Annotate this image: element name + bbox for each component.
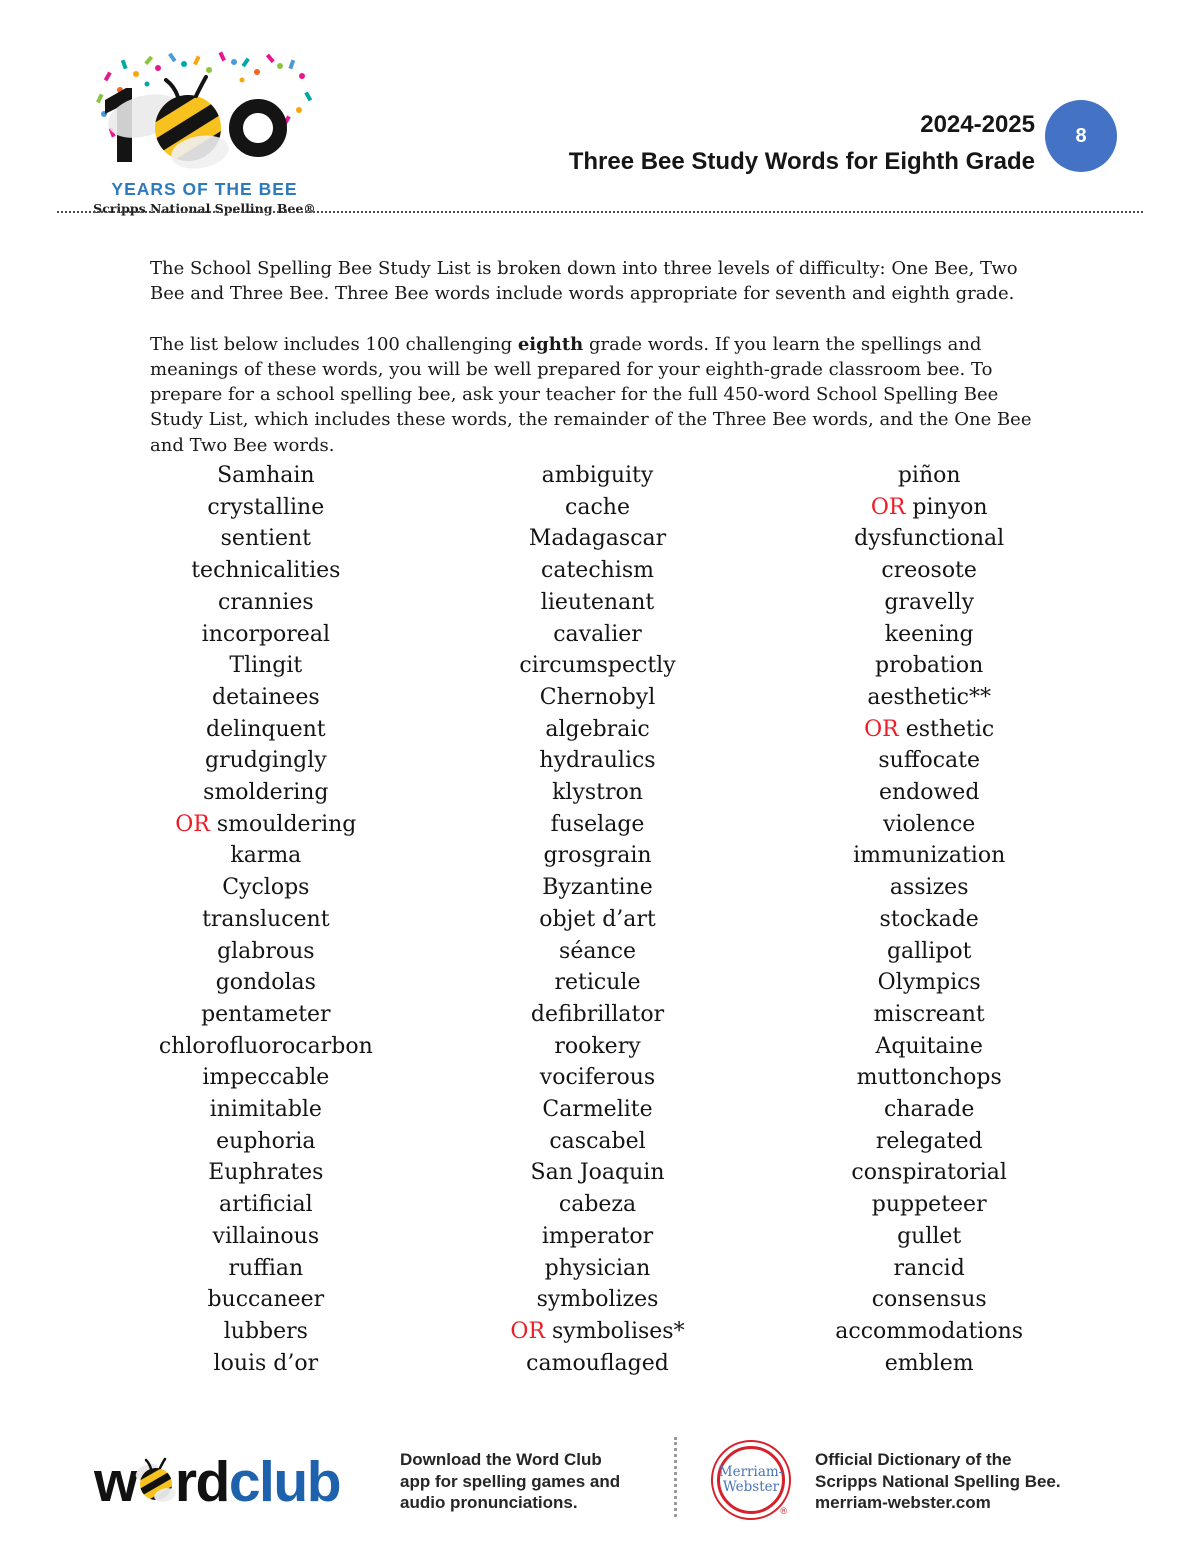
word-item: technicalities: [191, 558, 341, 584]
word-column-1: [100, 460, 432, 1379]
word-item: gondolas: [215, 970, 316, 996]
official-dictionary-text: [815, 1449, 1061, 1514]
registered-mark: ®: [780, 1506, 787, 1516]
word-item: catechism: [541, 558, 654, 584]
word-item: lubbers: [223, 1318, 308, 1344]
word-item: Euphrates: [208, 1160, 324, 1186]
footer-divider: [674, 1437, 677, 1517]
logo-years-text: YEARS OF THE BEE: [111, 179, 298, 199]
word-item: detainees: [212, 684, 320, 710]
word-item: fuselage: [550, 811, 645, 837]
or-prefix: OR: [510, 1318, 546, 1344]
word-item: inimitable: [209, 1097, 322, 1123]
wordclub-text-w: w: [94, 1450, 137, 1514]
word-item: violence: [883, 811, 976, 837]
word-column-2: [432, 460, 764, 1379]
word-item: rookery: [554, 1033, 641, 1059]
wordclub-text-rd: rd: [174, 1450, 229, 1514]
header-divider: [57, 211, 1143, 213]
word-item: OR smouldering: [175, 811, 357, 837]
word-item: algebraic: [545, 716, 650, 742]
word-item: accommodations: [835, 1318, 1024, 1344]
merriam-webster-logo: [711, 1440, 791, 1520]
word-item: Olympics: [877, 970, 981, 996]
word-item: symbolizes: [536, 1287, 659, 1313]
text-line: merriam-webster.com: [815, 1493, 991, 1512]
word-item: translucent: [202, 906, 330, 932]
text-line: app for spelling games and: [400, 1471, 621, 1491]
word-item: hydraulics: [539, 748, 656, 774]
word-item: dysfunctional: [854, 526, 1005, 552]
word-item: physician: [544, 1255, 651, 1281]
word-item: chlorofluorocarbon: [158, 1033, 373, 1059]
word-item: delinquent: [206, 716, 326, 742]
text-line: Download the Word Club: [400, 1450, 602, 1469]
word-item: séance: [559, 938, 636, 964]
wordclub-text-club: club: [228, 1450, 341, 1514]
word-item: objet d’art: [539, 906, 656, 932]
page-title: Three Bee Study Words for Eighth Grade: [568, 148, 1035, 175]
word-item: emblem: [884, 1350, 974, 1376]
word-item: Aquitaine: [875, 1033, 983, 1059]
word-item: vociferous: [539, 1065, 656, 1091]
word-item: creosote: [881, 558, 977, 584]
or-prefix: OR: [175, 811, 210, 837]
wordclub-download-text: [400, 1449, 620, 1514]
word-item: euphoria: [216, 1128, 316, 1154]
bee-100-logo-icon: [92, 50, 317, 172]
page-number: 8: [1075, 124, 1087, 147]
scripps-100-logo: [92, 50, 317, 216]
word-item: Chernobyl: [539, 684, 656, 710]
word-item: defibrillator: [530, 1001, 665, 1027]
word-item: ambiguity: [541, 463, 654, 488]
word-item: pentameter: [201, 1001, 331, 1027]
intro-paragraph-2: The list below includes 100 challenging eighth grade words. If you learn the spellings and meanings of these words, you will be well prepared for your eighth-grade classroom bee. To prepare for a school spelling bee, ask your teacher for the full 450-word School Spelling Bee Study List, which includes these words, the remainder of the Three Bee words, and the One Bee and Two Bee words.: [150, 333, 1032, 456]
word-item: immunization: [853, 843, 1006, 869]
intro-section: [150, 256, 1055, 458]
word-item: gravelly: [884, 589, 975, 615]
word-list: [100, 460, 1095, 1379]
word-item: endowed: [878, 780, 980, 806]
word-item: ruffian: [228, 1255, 304, 1281]
word-item: Samhain: [217, 463, 315, 488]
word-item: suffocate: [878, 748, 980, 774]
word-item: klystron: [552, 780, 643, 806]
word-item: miscreant: [873, 1001, 985, 1027]
word-item: camouflaged: [526, 1350, 669, 1376]
word-item: impeccable: [202, 1065, 330, 1091]
logo-brand-text: Scripps National Spelling Bee®: [93, 201, 316, 216]
word-item: puppeteer: [871, 1192, 987, 1218]
word-item: San Joaquin: [530, 1160, 665, 1186]
word-item: cascabel: [549, 1128, 646, 1154]
wordclub-bee-icon: [134, 1454, 176, 1504]
word-item: crystalline: [207, 494, 325, 520]
word-item: grudgingly: [204, 748, 327, 774]
word-item: Cyclops: [222, 875, 310, 901]
ring-zero: [236, 106, 280, 150]
word-item: gallipot: [886, 938, 972, 964]
word-item: OR symbolises*: [510, 1318, 685, 1344]
document-header: [569, 106, 1035, 180]
intro-paragraph-1: The School Spelling Bee Study List is broken down into three levels of difficulty: One Bee, Two Bee and Three Bee. Three Bee words include words appropriate for seventh and eighth grade.: [150, 258, 1018, 305]
word-item: conspiratorial: [851, 1160, 1007, 1186]
or-prefix: OR: [864, 716, 899, 742]
page-number-badge: [1045, 100, 1117, 172]
word-item: consensus: [871, 1287, 987, 1313]
word-item: cavalier: [553, 621, 642, 647]
word-item: keening: [884, 621, 974, 647]
word-item: charade: [884, 1097, 975, 1123]
word-item: glabrous: [217, 938, 315, 964]
word-item: Madagascar: [528, 526, 667, 552]
or-prefix: OR: [870, 494, 906, 520]
word-item: rancid: [893, 1255, 965, 1281]
word-item: reticule: [554, 970, 641, 996]
word-item: circumspectly: [519, 653, 676, 679]
text-line: Scripps National Spelling Bee.: [815, 1471, 1061, 1491]
word-column-3: [763, 460, 1095, 1379]
merriam-webster-logo-text: Merriam- Webster: [717, 1446, 785, 1514]
word-item: Carmelite: [542, 1097, 653, 1123]
word-item: gullet: [897, 1223, 962, 1249]
word-item: Byzantine: [542, 875, 653, 901]
word-item: artificial: [218, 1192, 313, 1218]
word-item: OR esthetic: [864, 716, 995, 742]
word-item: karma: [230, 843, 302, 869]
word-item: smoldering: [203, 780, 329, 806]
word-item: cabeza: [558, 1192, 637, 1218]
word-item: relegated: [875, 1128, 983, 1154]
word-item: grosgrain: [543, 843, 652, 869]
word-item: probation: [875, 653, 984, 679]
word-item: villainous: [212, 1223, 320, 1249]
season-label: 2024-2025: [920, 111, 1035, 138]
word-item: crannies: [218, 589, 314, 615]
word-item: louis d’or: [213, 1350, 319, 1376]
word-item: aesthetic**: [867, 684, 991, 710]
word-item: incorporeal: [201, 621, 330, 647]
word-item: muttonchops: [856, 1065, 1002, 1091]
word-item: stockade: [879, 906, 979, 932]
word-item: imperator: [541, 1223, 654, 1249]
word-item: OR pinyon: [870, 494, 988, 520]
word-item: assizes: [889, 875, 969, 901]
word-item: cache: [565, 494, 630, 520]
text-line: Official Dictionary of the: [815, 1450, 1012, 1469]
word-item: buccaneer: [207, 1287, 325, 1313]
word-item: lieutenant: [540, 589, 655, 615]
text-line: audio pronunciations.: [400, 1493, 578, 1512]
word-item: piñon: [897, 463, 961, 488]
word-item: sentient: [220, 526, 312, 552]
word-item: Tlingit: [229, 653, 303, 679]
wordclub-logo: [94, 1450, 340, 1514]
